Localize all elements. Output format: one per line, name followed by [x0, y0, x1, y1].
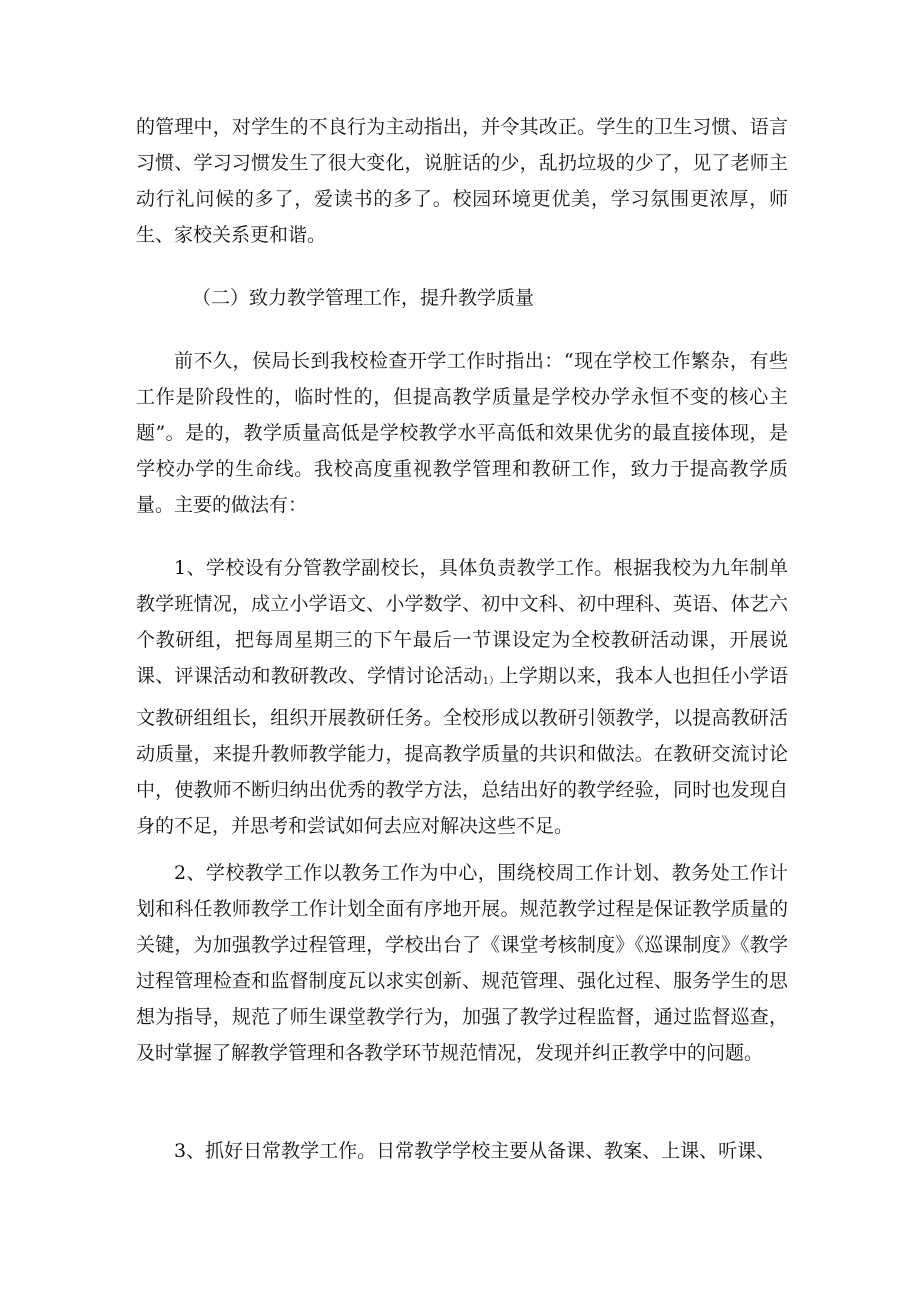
- paragraph-item-2: 2、学校教学工作以教务工作为中心，围绕校周工作计划、教务处工作计划和科任教师教学工作计划全面有序地开展。规范教学过程是保证教学质量的关键，为加强教学过程管理，学校出台了《课堂考核制度》《巡课制度》《教学过程管理检查和监督制度瓦以求实创新、规范管理、强化过程、服务学生的思想为指导，规范了师生课堂教学行为，加强了教学过程监督，通过监督巡查，及时掌握了解教学管理和各教学环节规范情况，发现并纠正教学中的问题。: [136, 862, 788, 1064]
- paragraph-item-1-part-b: 上学期以来，我本人也担任小学语文教研组组长，组织开展教研任务。全校形成以教研引领教学，以提高教研活动质量，来提升教师教学能力，提高教学质量的共识和做法。在教研交流讨论中，使教师不断归纳出优秀的教学方法，总结出好的教学经验，同时也发现自身的不足，并思考和尝试如何去应对解决这些不足。: [136, 665, 788, 837]
- paragraph-item-3: 3、抓好日常教学工作。日常教学学校主要从备课、教案、上课、听课、: [174, 1140, 776, 1162]
- paragraph-item-1: [136, 550, 788, 844]
- paragraph-intro: 前不久，侯局长到我校检查开学工作时指出：“现在学校工作繁杂，有些工作是阶段性的，临时性的，但提高教学质量是学校办学永恒不变的核心主题”。是的，教学质量高低是学校教学水平高低和效果优劣的最直接体现，是学校办学的生命线。我校高度重视教学管理和教研工作，致力于提高教学质量。主要的做法有：: [136, 350, 788, 516]
- paragraph-item-1-part-a: 1、学校设有分管教学副校长，具体负责教学工作。根据我校为九年制单教学班情况，成立小学语文、小学数学、初中文科、初中理科、英语、体艺六个教研组，把每周星期三的下午最后一节课设定为全校教研活动课，开展说课、评课活动和教研教改、学情讨论活动: [136, 557, 788, 687]
- section-heading: （二）致力教学管理工作，提升教学质量: [192, 287, 535, 309]
- footnote-mark: 1）: [482, 676, 500, 687]
- paragraph-continuation: 的管理中，对学生的不良行为主动指出，并令其改正。学生的卫生习惯、语言习惯、学习习惯发生了很大变化，说脏话的少，乱扔垃圾的少了，见了老师主动行礼问候的多了，爱读书的多了。校园环境更优美，学习氛围更浓厚，师生、家校关系更和谐。: [136, 116, 788, 246]
